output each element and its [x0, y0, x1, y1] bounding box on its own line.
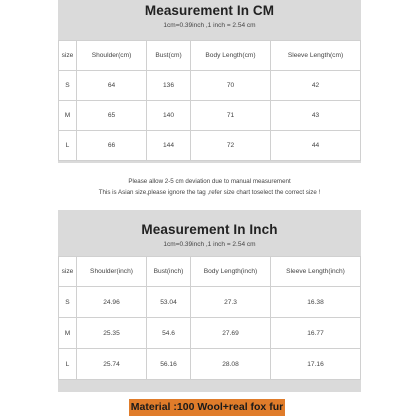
cm-chart-title: Measurement In CM [144, 3, 275, 18]
table-header-row [59, 41, 360, 70]
table-cell: 72 [191, 131, 270, 160]
header-cell: Body Length(inch) [191, 257, 270, 286]
header-cell: Bust(cm) [147, 41, 190, 70]
table-cell: 28.08 [191, 349, 270, 379]
header-cell: Sleeve Length(inch) [271, 257, 360, 286]
inch-chart-header [58, 210, 361, 256]
table-cell: M [59, 318, 76, 348]
table-cell: S [59, 71, 76, 100]
inch-chart-title: Measurement In Inch [141, 222, 278, 237]
header-cell: Shoulder(inch) [77, 257, 146, 286]
table-cell: 27.69 [191, 318, 270, 348]
header-cell: Sleeve Length(cm) [271, 41, 360, 70]
inch-size-chart [58, 210, 361, 392]
table-row [59, 101, 360, 130]
header-cell: Body Length(cm) [191, 41, 270, 70]
table-cell: 24.96 [77, 287, 146, 317]
table-row [59, 287, 360, 317]
header-cell: Bust(inch) [147, 257, 190, 286]
cm-size-chart [58, 0, 361, 163]
header-cell: Shoulder(cm) [77, 41, 146, 70]
deviation-note: Please allow 2-5 cm deviation due to manual measurement [128, 178, 291, 185]
table-cell: 71 [191, 101, 270, 130]
table-cell: 140 [147, 101, 190, 130]
table-row [59, 71, 360, 100]
table-cell: 144 [147, 131, 190, 160]
asian-size-note: This is Asian size,please ignore the tag ,refer size chart toselect the correct size ! [98, 189, 321, 196]
table-cell: 53.04 [147, 287, 190, 317]
material-text: Material :100 Wool+real fox fur [130, 401, 284, 413]
inch-table [58, 256, 361, 380]
table-cell: M [59, 101, 76, 130]
table-cell: 136 [147, 71, 190, 100]
header-cell: size [59, 257, 76, 286]
table-cell: 17.16 [271, 349, 360, 379]
table-cell: 64 [77, 71, 146, 100]
table-header-row [59, 257, 360, 286]
table-cell: L [59, 131, 76, 160]
table-cell: S [59, 287, 76, 317]
table-cell: 16.38 [271, 287, 360, 317]
table-cell: 25.74 [77, 349, 146, 379]
table-cell: 16.77 [271, 318, 360, 348]
table-cell: 44 [271, 131, 360, 160]
table-cell: 66 [77, 131, 146, 160]
cm-chart-header [58, 0, 361, 40]
table-row [59, 131, 360, 160]
table-cell: 54.6 [147, 318, 190, 348]
table-cell: L [59, 349, 76, 379]
table-cell: 25.35 [77, 318, 146, 348]
table-row [59, 349, 360, 379]
table-cell: 42 [271, 71, 360, 100]
measurement-note [58, 176, 361, 198]
inch-conversion-note: 1cm=0.39inch ,1 inch = 2.54 cm [163, 241, 256, 248]
table-cell: 56.16 [147, 349, 190, 379]
table-cell: 65 [77, 101, 146, 130]
table-cell: 27.3 [191, 287, 270, 317]
table-cell: 70 [191, 71, 270, 100]
material-banner [129, 399, 285, 416]
table-row [59, 318, 360, 348]
header-cell: size [59, 41, 76, 70]
cm-conversion-note: 1cm=0.39inch ,1 inch = 2.54 cm [163, 22, 256, 29]
cm-table [58, 40, 361, 161]
table-cell: 43 [271, 101, 360, 130]
